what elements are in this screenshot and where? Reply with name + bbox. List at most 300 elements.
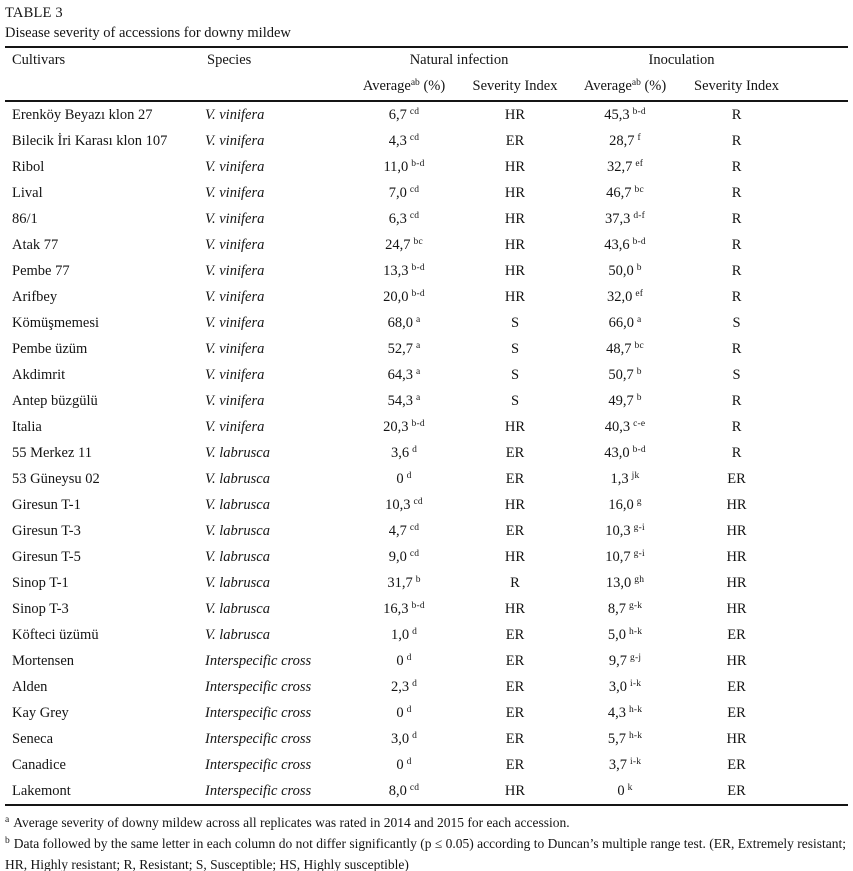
species-cell: V. labrusca xyxy=(205,470,270,487)
average-value: 4,3 xyxy=(388,132,407,149)
significance-letters: cd xyxy=(413,496,423,507)
inoculation-average-cell xyxy=(570,154,680,180)
average-label: Average xyxy=(583,78,632,94)
inoculation-severity-index-cell: HR xyxy=(726,574,747,591)
natural-severity-index-cell: ER xyxy=(505,730,525,747)
natural-severity-index-cell: S xyxy=(510,366,520,383)
species-cell: V. labrusca xyxy=(205,444,270,461)
table-row xyxy=(5,310,848,336)
significance-letters: d xyxy=(412,678,418,689)
significance-letters: gh xyxy=(634,574,645,585)
species-cell: V. labrusca xyxy=(205,496,270,513)
natural-average-cell xyxy=(348,700,460,726)
table-caption: Disease severity of accessions for downy mildew xyxy=(5,25,291,41)
significance-letters: h-k xyxy=(628,704,643,715)
natural-severity-index-cell: ER xyxy=(505,444,525,461)
natural-average-cell xyxy=(348,232,460,258)
cultivar-cell: Pembe üzüm xyxy=(12,340,88,357)
cultivar-cell: Erenköy Beyazı klon 27 xyxy=(12,106,153,123)
average-value: 20,3 xyxy=(383,418,409,435)
average-value: 0 xyxy=(396,652,404,669)
table-number-label: TABLE 3 xyxy=(5,5,63,21)
inoculation-average-cell xyxy=(570,180,680,206)
table-row xyxy=(5,622,848,648)
significance-letters: k xyxy=(627,782,633,793)
inoculation-severity-index-cell: HR xyxy=(726,496,747,513)
inoculation-severity-index-cell: ER xyxy=(727,470,746,487)
inoculation-average-cell xyxy=(570,101,680,128)
inoculation-severity-index-cell: HR xyxy=(726,652,747,669)
average-superscript: ab xyxy=(631,78,641,88)
natural-severity-index-cell: ER xyxy=(505,132,525,149)
significance-letters: g-i xyxy=(633,522,645,533)
significance-letters: a xyxy=(415,340,421,351)
inoculation-average-cell xyxy=(570,518,680,544)
natural-severity-index-cell: HR xyxy=(504,782,526,799)
natural-severity-index-cell: ER xyxy=(505,756,525,773)
table-row xyxy=(5,752,848,778)
cultivar-cell: Kömüşmemesi xyxy=(12,314,99,331)
header-cultivars: Cultivars xyxy=(12,52,66,68)
natural-severity-index-cell: S xyxy=(510,392,520,409)
inoculation-severity-index-cell: R xyxy=(731,418,742,435)
species-cell: Interspecific cross xyxy=(205,756,312,773)
table-row xyxy=(5,570,848,596)
cultivar-cell: Giresun T-1 xyxy=(12,496,81,513)
inoculation-average-cell xyxy=(570,466,680,492)
table-row xyxy=(5,778,848,805)
significance-letters: b-d xyxy=(411,288,425,299)
average-value: 37,3 xyxy=(604,210,631,227)
natural-severity-index-cell: HR xyxy=(504,262,526,279)
average-value: 4,7 xyxy=(388,522,407,539)
species-cell: V. vinifera xyxy=(205,132,265,149)
natural-severity-index-cell: ER xyxy=(505,652,525,669)
footnotes-block xyxy=(5,812,848,871)
footnote-a-marker: a xyxy=(5,815,10,825)
average-value: 11,0 xyxy=(383,158,409,175)
table-row xyxy=(5,596,848,622)
inoculation-severity-index-cell: R xyxy=(731,106,742,123)
significance-letters: d xyxy=(406,704,412,715)
average-value: 5,7 xyxy=(607,730,626,747)
inoculation-severity-index-cell: R xyxy=(731,158,742,175)
significance-letters: jk xyxy=(631,470,640,481)
significance-letters: cd xyxy=(409,184,420,195)
significance-letters: cd xyxy=(409,522,420,533)
significance-letters: f xyxy=(637,132,641,143)
average-value: 10,3 xyxy=(605,522,631,539)
significance-letters: d xyxy=(406,652,412,663)
average-value: 3,6 xyxy=(390,444,410,461)
inoculation-severity-index-cell: R xyxy=(731,236,742,253)
significance-letters: cd xyxy=(409,132,420,143)
inoculation-severity-index-cell: R xyxy=(731,340,742,357)
table-row xyxy=(5,492,848,518)
natural-average-cell xyxy=(348,596,460,622)
average-value: 24,7 xyxy=(385,236,411,253)
inoculation-average-cell xyxy=(570,388,680,414)
average-value: 0 xyxy=(396,470,404,487)
natural-average-cell xyxy=(348,101,460,128)
cultivar-cell: Pembe 77 xyxy=(12,262,70,279)
species-cell: Interspecific cross xyxy=(205,704,312,721)
cultivar-cell: Ribol xyxy=(12,158,45,175)
average-value: 0 xyxy=(617,782,625,799)
average-value: 31,7 xyxy=(387,574,413,591)
table-row xyxy=(5,466,848,492)
cultivar-cell: Köfteci üzümü xyxy=(12,626,99,643)
average-value: 0 xyxy=(396,756,404,773)
significance-letters: b xyxy=(415,574,421,585)
inoculation-severity-index-cell: R xyxy=(731,392,742,409)
significance-letters: i-k xyxy=(630,756,642,767)
significance-letters: d-f xyxy=(633,210,646,221)
cultivar-cell: Kay Grey xyxy=(12,704,69,721)
average-value: 5,0 xyxy=(607,626,626,643)
inoculation-average-cell xyxy=(570,700,680,726)
cultivar-cell: Alden xyxy=(12,678,48,695)
inoculation-average-cell xyxy=(570,362,680,388)
average-value: 52,7 xyxy=(387,340,413,357)
inoculation-average-cell xyxy=(570,726,680,752)
average-value: 50,7 xyxy=(608,366,634,383)
natural-average-cell xyxy=(348,492,460,518)
footnote-b-marker: b xyxy=(5,836,10,846)
average-value: 1,0 xyxy=(390,626,410,643)
natural-severity-index-cell: S xyxy=(510,340,520,357)
cultivar-cell: Giresun T-5 xyxy=(12,548,81,565)
cultivar-cell: 86/1 xyxy=(12,210,38,227)
natural-severity-index-cell: ER xyxy=(505,522,525,539)
inoculation-severity-index-cell: ER xyxy=(727,626,746,643)
average-value: 3,0 xyxy=(608,678,627,695)
header-species: Species xyxy=(207,52,252,68)
header-inoculation-severity-index: Severity Index xyxy=(680,73,848,101)
table-row xyxy=(5,336,848,362)
significance-letters: b xyxy=(636,262,642,273)
significance-letters: cd xyxy=(409,782,420,793)
cultivar-cell: Canadice xyxy=(12,756,66,773)
cultivar-cell: Giresun T-3 xyxy=(12,522,81,539)
natural-average-cell xyxy=(348,310,460,336)
table-row xyxy=(5,674,848,700)
significance-letters: d xyxy=(406,756,412,767)
species-cell: V. vinifera xyxy=(205,236,265,253)
species-cell: V. labrusca xyxy=(205,548,270,565)
inoculation-average-cell xyxy=(570,648,680,674)
header-row-measures xyxy=(5,73,848,101)
significance-letters: cd xyxy=(409,548,420,559)
natural-severity-index-cell: HR xyxy=(504,418,526,435)
inoculation-average-cell xyxy=(570,570,680,596)
cultivar-cell: Akdimrit xyxy=(12,366,66,383)
species-cell: V. vinifera xyxy=(205,106,265,123)
average-value: 9,7 xyxy=(608,652,627,669)
cultivar-cell: Seneca xyxy=(12,730,54,747)
significance-letters: bc xyxy=(634,340,644,351)
inoculation-severity-index-cell: HR xyxy=(726,548,747,565)
species-cell: V. vinifera xyxy=(205,340,265,357)
cultivar-cell: Lakemont xyxy=(12,782,71,799)
average-value: 0 xyxy=(396,704,404,721)
average-value: 10,3 xyxy=(385,496,411,513)
average-value: 43,6 xyxy=(604,236,630,253)
inoculation-average-cell xyxy=(570,674,680,700)
average-value: 1,3 xyxy=(610,470,629,487)
inoculation-average-cell xyxy=(570,232,680,258)
table-row xyxy=(5,284,848,310)
significance-letters: g-k xyxy=(628,600,643,611)
average-value: 66,0 xyxy=(608,314,634,331)
species-cell: V. vinifera xyxy=(205,288,265,305)
inoculation-severity-index-cell: HR xyxy=(726,730,747,747)
significance-letters: d xyxy=(412,626,418,637)
species-cell: Interspecific cross xyxy=(205,652,312,669)
species-cell: V. labrusca xyxy=(205,626,270,643)
table-row xyxy=(5,700,848,726)
natural-average-cell xyxy=(348,752,460,778)
significance-letters: ef xyxy=(635,288,644,299)
table-row xyxy=(5,388,848,414)
natural-severity-index-cell: ER xyxy=(505,704,525,721)
average-value: 32,7 xyxy=(606,158,633,175)
cultivar-cell: Bilecik İri Karası klon 107 xyxy=(12,132,168,149)
average-label: Average xyxy=(362,78,411,94)
significance-letters: a xyxy=(415,392,421,403)
header-inoculation-average xyxy=(570,73,680,101)
significance-letters: b-d xyxy=(411,158,425,169)
significance-letters: bc xyxy=(634,184,644,195)
natural-average-cell xyxy=(348,570,460,596)
disease-severity-table xyxy=(5,46,848,806)
cultivar-cell: Lival xyxy=(12,184,43,201)
natural-severity-index-cell: S xyxy=(510,314,520,331)
average-value: 16,0 xyxy=(608,496,634,513)
cultivar-cell: Mortensen xyxy=(12,652,75,669)
cultivar-cell: 53 Güneysu 02 xyxy=(12,470,100,487)
significance-letters: b xyxy=(636,366,642,377)
average-value: 9,0 xyxy=(388,548,407,565)
average-value: 3,0 xyxy=(390,730,410,747)
inoculation-average-cell xyxy=(570,492,680,518)
significance-letters: i-k xyxy=(630,678,642,689)
average-value: 46,7 xyxy=(606,184,632,201)
species-cell: V. vinifera xyxy=(205,184,265,201)
natural-average-cell xyxy=(348,466,460,492)
species-cell: V. labrusca xyxy=(205,574,270,591)
table-row xyxy=(5,648,848,674)
species-cell: V. labrusca xyxy=(205,522,270,539)
species-cell: V. vinifera xyxy=(205,314,265,331)
natural-severity-index-cell: HR xyxy=(504,106,526,123)
significance-letters: h-k xyxy=(628,730,643,741)
average-value: 6,3 xyxy=(388,210,407,227)
footnote-a-text: Average severity of downy mildew across all replicates was rated in 2014 and 2015 for each accession. xyxy=(13,815,570,830)
cultivar-cell: Italia xyxy=(12,418,42,435)
average-value: 6,7 xyxy=(388,106,407,123)
inoculation-average-cell xyxy=(570,544,680,570)
significance-letters: b-d xyxy=(411,262,425,273)
natural-severity-index-cell: ER xyxy=(505,470,525,487)
natural-severity-index-cell: HR xyxy=(504,210,526,227)
inoculation-average-cell xyxy=(570,778,680,805)
inoculation-severity-index-cell: HR xyxy=(726,522,747,539)
species-cell: Interspecific cross xyxy=(205,678,312,695)
significance-letters: a xyxy=(636,314,642,325)
average-value: 49,7 xyxy=(608,392,634,409)
inoculation-severity-index-cell: HR xyxy=(726,600,747,617)
significance-letters: ef xyxy=(635,158,644,169)
average-value: 50,0 xyxy=(608,262,634,279)
natural-average-cell xyxy=(348,336,460,362)
significance-letters: g-i xyxy=(633,548,645,559)
inoculation-severity-index-cell: S xyxy=(732,366,741,383)
header-natural-infection: Natural infection xyxy=(409,52,509,68)
average-unit-label: (%) xyxy=(640,78,667,94)
average-value: 4,3 xyxy=(607,704,626,721)
significance-letters: h-k xyxy=(628,626,643,637)
average-value: 43,0 xyxy=(604,444,630,461)
significance-letters: cd xyxy=(409,106,420,117)
species-cell: V. vinifera xyxy=(205,418,265,435)
inoculation-average-cell xyxy=(570,310,680,336)
inoculation-average-cell xyxy=(570,128,680,154)
table-row xyxy=(5,180,848,206)
table-body xyxy=(5,101,848,805)
inoculation-severity-index-cell: R xyxy=(731,262,742,279)
average-value: 10,7 xyxy=(605,548,631,565)
natural-severity-index-cell: HR xyxy=(504,600,526,617)
significance-letters: cd xyxy=(409,210,420,221)
natural-average-cell xyxy=(348,284,460,310)
average-value: 13,3 xyxy=(383,262,409,279)
inoculation-severity-index-cell: R xyxy=(731,288,742,305)
header-natural-severity-index: Severity Index xyxy=(460,73,570,101)
natural-severity-index-cell: ER xyxy=(505,678,525,695)
natural-average-cell xyxy=(348,674,460,700)
natural-severity-index-cell: HR xyxy=(504,496,526,513)
natural-average-cell xyxy=(348,726,460,752)
significance-letters: bc xyxy=(413,236,423,247)
inoculation-severity-index-cell: ER xyxy=(727,756,746,773)
table-row xyxy=(5,128,848,154)
average-value: 28,7 xyxy=(609,132,635,149)
average-value: 48,7 xyxy=(606,340,632,357)
significance-letters: b-d xyxy=(411,600,425,611)
average-value: 40,3 xyxy=(604,418,631,435)
header-inoculation: Inoculation xyxy=(648,52,715,68)
inoculation-average-cell xyxy=(570,622,680,648)
inoculation-average-cell xyxy=(570,258,680,284)
inoculation-severity-index-cell: ER xyxy=(727,678,746,695)
table-header xyxy=(5,47,848,101)
average-value: 64,3 xyxy=(387,366,413,383)
footnote-b xyxy=(5,833,848,871)
natural-average-cell xyxy=(348,518,460,544)
average-value: 2,3 xyxy=(390,678,410,695)
inoculation-average-cell xyxy=(570,752,680,778)
table-row xyxy=(5,440,848,466)
species-cell: V. vinifera xyxy=(205,366,265,383)
natural-severity-index-cell: HR xyxy=(504,548,526,565)
header-spacer-2 xyxy=(200,73,348,101)
species-cell: Interspecific cross xyxy=(205,782,312,799)
natural-severity-index-cell: HR xyxy=(504,184,526,201)
footnote-b-text: Data followed by the same letter in each column do not differ significantly (p ≤ 0.05) according to Duncan’s multiple range test. (ER, Extremely resistant; HR, Highly resistant; R, Resistant; S, Susceptible; HS, Highly susceptible) xyxy=(5,836,847,871)
average-value: 16,3 xyxy=(383,600,409,617)
average-value: 8,0 xyxy=(388,782,407,799)
significance-letters: d xyxy=(412,444,418,455)
natural-severity-index-cell: ER xyxy=(505,626,525,643)
natural-average-cell xyxy=(348,362,460,388)
footnote-a xyxy=(5,812,848,833)
species-cell: V. vinifera xyxy=(205,262,265,279)
inoculation-severity-index-cell: ER xyxy=(727,704,746,721)
natural-severity-index-cell: HR xyxy=(504,158,526,175)
natural-average-cell xyxy=(348,414,460,440)
inoculation-average-cell xyxy=(570,414,680,440)
significance-letters: b-d xyxy=(632,236,646,247)
header-natural-average xyxy=(348,73,460,101)
inoculation-average-cell xyxy=(570,284,680,310)
table-row xyxy=(5,544,848,570)
natural-average-cell xyxy=(348,258,460,284)
significance-letters: b-d xyxy=(411,418,425,429)
species-cell: V. vinifera xyxy=(205,158,265,175)
species-cell: V. vinifera xyxy=(205,392,265,409)
cultivar-cell: Antep büzgülü xyxy=(12,392,98,409)
table-row xyxy=(5,258,848,284)
inoculation-severity-index-cell: R xyxy=(731,132,742,149)
header-spacer-1 xyxy=(5,73,200,101)
table-row xyxy=(5,101,848,128)
header-row-groups xyxy=(5,47,848,73)
table-row xyxy=(5,518,848,544)
average-value: 68,0 xyxy=(387,314,413,331)
natural-average-cell xyxy=(348,648,460,674)
natural-average-cell xyxy=(348,440,460,466)
significance-letters: c-e xyxy=(633,418,646,429)
table-row xyxy=(5,232,848,258)
natural-severity-index-cell: HR xyxy=(504,288,526,305)
species-cell: V. vinifera xyxy=(205,210,265,227)
significance-letters: g-j xyxy=(630,652,642,663)
species-cell: Interspecific cross xyxy=(205,730,312,747)
inoculation-severity-index-cell: ER xyxy=(727,782,746,799)
significance-letters: a xyxy=(415,366,421,377)
average-value: 45,3 xyxy=(604,106,630,123)
significance-letters: b xyxy=(636,392,642,403)
inoculation-average-cell xyxy=(570,596,680,622)
significance-letters: a xyxy=(415,314,421,325)
table-row xyxy=(5,206,848,232)
cultivar-cell: 55 Merkez 11 xyxy=(12,444,92,461)
inoculation-average-cell xyxy=(570,336,680,362)
cultivar-cell: Arifbey xyxy=(12,288,58,305)
significance-letters: g xyxy=(636,496,642,507)
inoculation-average-cell xyxy=(570,206,680,232)
average-unit-label: (%) xyxy=(419,78,446,94)
natural-severity-index-cell: HR xyxy=(504,236,526,253)
table-title-block xyxy=(5,3,848,43)
significance-letters: d xyxy=(406,470,412,481)
natural-average-cell xyxy=(348,778,460,805)
cultivar-cell: Sinop T-3 xyxy=(12,600,69,617)
inoculation-severity-index-cell: R xyxy=(731,444,742,461)
cultivar-cell: Atak 77 xyxy=(12,236,59,253)
natural-average-cell xyxy=(348,388,460,414)
